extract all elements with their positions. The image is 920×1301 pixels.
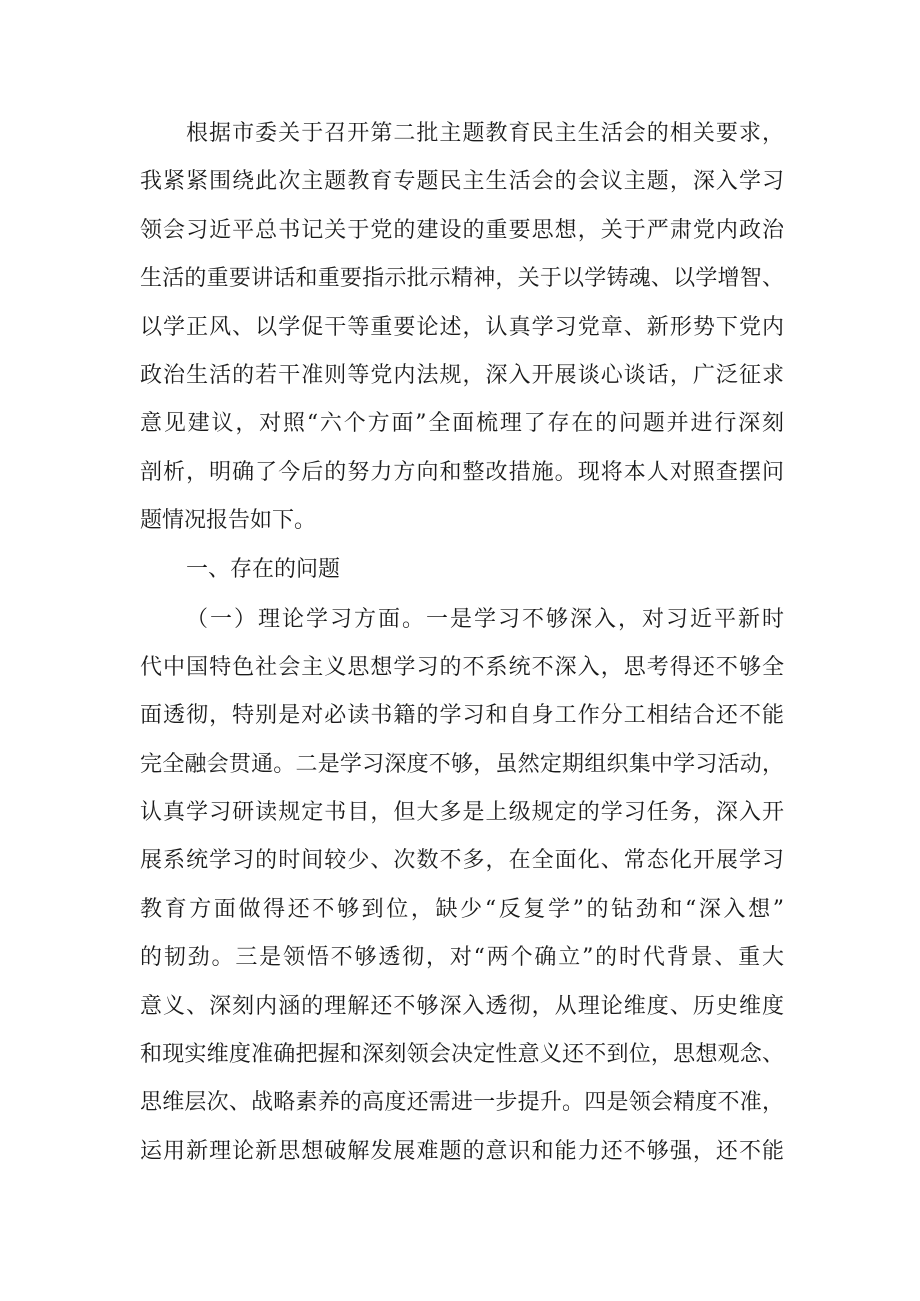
paragraph-line: 和现实维度准确把握和深刻领会决定性意义还不到位，思想观念、	[140, 1042, 784, 1068]
paragraph-line: 面透彻，特别是对必读书籍的学习和自身工作分工相结合还不能	[140, 703, 784, 729]
paragraph-line: 领会习近平总书记关于党的建设的重要思想，关于严肃党内政治	[140, 217, 784, 243]
paragraph-line: 我紧紧围绕此次主题教育专题民主生活会的会议主题，深入学习	[140, 169, 784, 195]
paragraph-line: 教育方面做得还不够到位，缺少“反复学”的钻劲和“深入想”	[140, 896, 784, 922]
paragraph-line: 题情况报告如下。	[140, 508, 317, 534]
paragraph-line: 意见建议，对照“六个方面”全面梳理了存在的问题并进行深刻	[140, 411, 784, 437]
paragraph-line: 意义、深刻内涵的理解还不够深入透彻，从理论维度、历史维度	[140, 993, 784, 1019]
paragraph-line: 以学正风、以学促干等重要论述，认真学习党章、新形势下党内	[140, 314, 784, 340]
body-paragraph	[140, 596, 784, 1177]
paragraph-line: 生活的重要讲话和重要指示批示精神，关于以学铸魂、以学增智、	[140, 266, 784, 292]
paragraph-line: 展系统学习的时间较少、次数不多，在全面化、常态化开展学习	[140, 848, 784, 874]
paragraph-line: 认真学习研读规定书目，但大多是上级规定的学习任务，深入开	[140, 800, 784, 826]
paragraph-line: 的韧劲。三是领悟不够透彻，对“两个确立”的时代背景、重大	[140, 945, 784, 971]
paragraph-line: 根据市委关于召开第二批主题教育民主生活会的相关要求，	[186, 121, 784, 146]
paragraph-line: 完全融会贯通。二是学习深度不够，虽然定期组织集中学习活动，	[140, 751, 784, 777]
paragraph-line: 思维层次、战略素养的高度还需进一步提升。四是领会精度不准，	[140, 1090, 784, 1116]
paragraph-line: 政治生活的若干准则等党内法规，深入开展谈心谈话，广泛征求	[140, 362, 784, 388]
document-body	[140, 110, 784, 1176]
paragraph-line: 剖析，明确了今后的努力方向和整改措施。现将本人对照查摆问	[140, 459, 784, 485]
paragraph-line: 运用新理论新思想破解发展难题的意识和能力还不够强，还不能	[140, 1138, 784, 1164]
intro-paragraph	[140, 110, 784, 546]
paragraph-line: （一）理论学习方面。一是学习不够深入，对习近平新时	[186, 606, 784, 632]
section-heading: 一、存在的问题	[186, 556, 341, 582]
paragraph-line: 代中国特色社会主义思想学习的不系统不深入，思考得还不够全	[140, 654, 784, 680]
